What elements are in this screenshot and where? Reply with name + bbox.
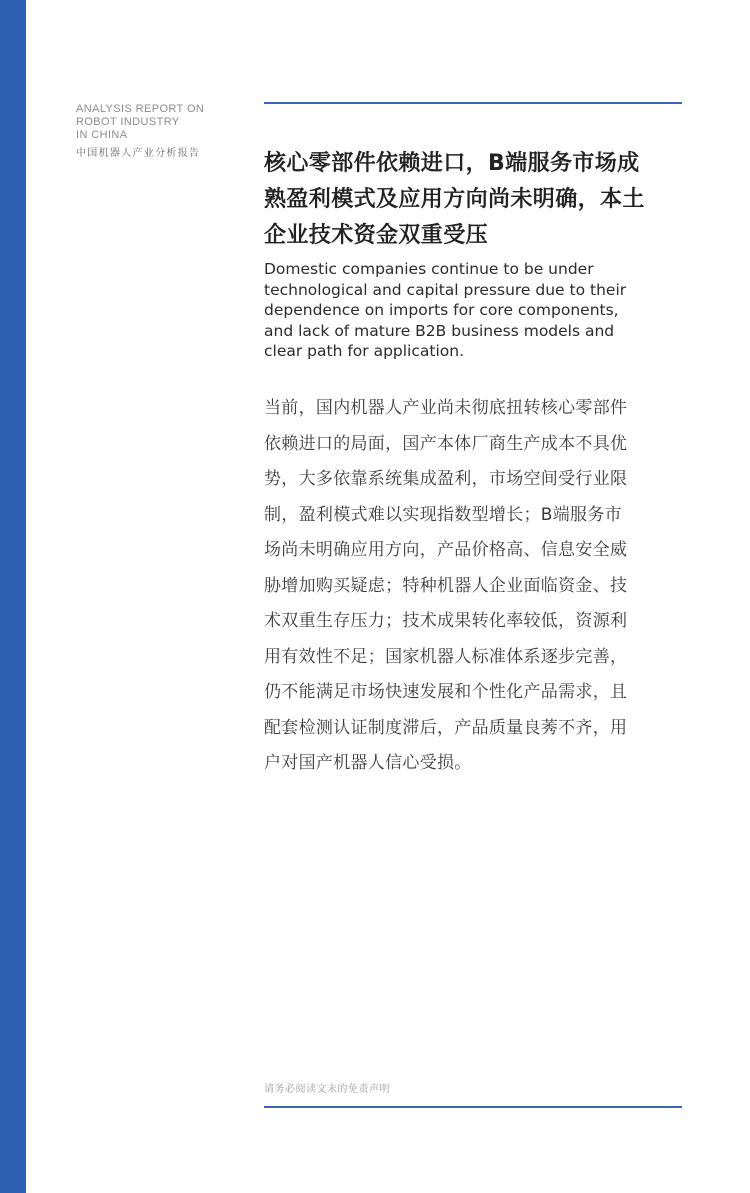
body-paragraph xyxy=(264,391,704,782)
body-line: 用有效性不足；国家机器人标准体系逐步完善， xyxy=(264,646,628,667)
caption-en-line: ROBOT INDUSTRY xyxy=(76,116,180,128)
caption-en-line: ANALYSIS REPORT ON xyxy=(76,103,205,115)
report-series-caption xyxy=(76,103,246,160)
section-heading-en xyxy=(264,259,704,362)
disclaimer-note: 请务必阅读文末的免责声明 xyxy=(264,1084,390,1095)
bottom-divider xyxy=(264,1106,682,1108)
body-line: 仍不能满足市场快速发展和个性化产品需求，且 xyxy=(264,682,628,702)
body-line: 制，盈利模式难以实现指数型增长；B端服务市 xyxy=(264,504,622,525)
section-heading-zh xyxy=(264,146,704,254)
caption-en-line: IN CHINA xyxy=(76,129,128,141)
caption-zh: 中国机器人产业分析报告 xyxy=(76,148,201,159)
side-accent-bar xyxy=(0,0,26,1193)
body-line: 当前，国内机器人产业尚未彻底扭转核心零部件 xyxy=(264,398,628,418)
body-line: 势，大多依靠系统集成盈利，市场空间受行业限 xyxy=(264,469,628,489)
body-line: 户对国产机器人信心受损。 xyxy=(264,753,472,773)
heading-en-line: clear path for application. xyxy=(264,342,464,360)
heading-zh-line: 企业技术资金双重受压 xyxy=(264,223,489,248)
heading-zh-line: 核心零部件依赖进口，B端服务市场成 xyxy=(264,151,640,176)
heading-zh-line: 熟盈利模式及应用方向尚未明确，本土 xyxy=(264,187,645,212)
heading-en-line: Domestic companies continue to be under xyxy=(264,260,594,278)
heading-en-line: technological and capital pressure due to their xyxy=(264,280,627,299)
body-line: 场尚未明确应用方向，产品价格高、信息安全威 xyxy=(264,540,628,560)
heading-en-line: dependence on imports for core components, xyxy=(264,301,619,319)
heading-en-line: and lack of mature B2B business models and xyxy=(264,321,615,340)
top-divider xyxy=(264,102,682,104)
body-line: 配套检测认证制度滞后，产品质量良莠不齐，用 xyxy=(264,717,628,738)
body-line: 胁增加购买疑虑；特种机器人企业面临资金、技 xyxy=(264,575,628,596)
body-line: 术双重生存压力；技术成果转化率较低，资源利 xyxy=(264,611,628,631)
body-line: 依赖进口的局面，国产本体厂商生产成本不具优 xyxy=(264,433,628,454)
